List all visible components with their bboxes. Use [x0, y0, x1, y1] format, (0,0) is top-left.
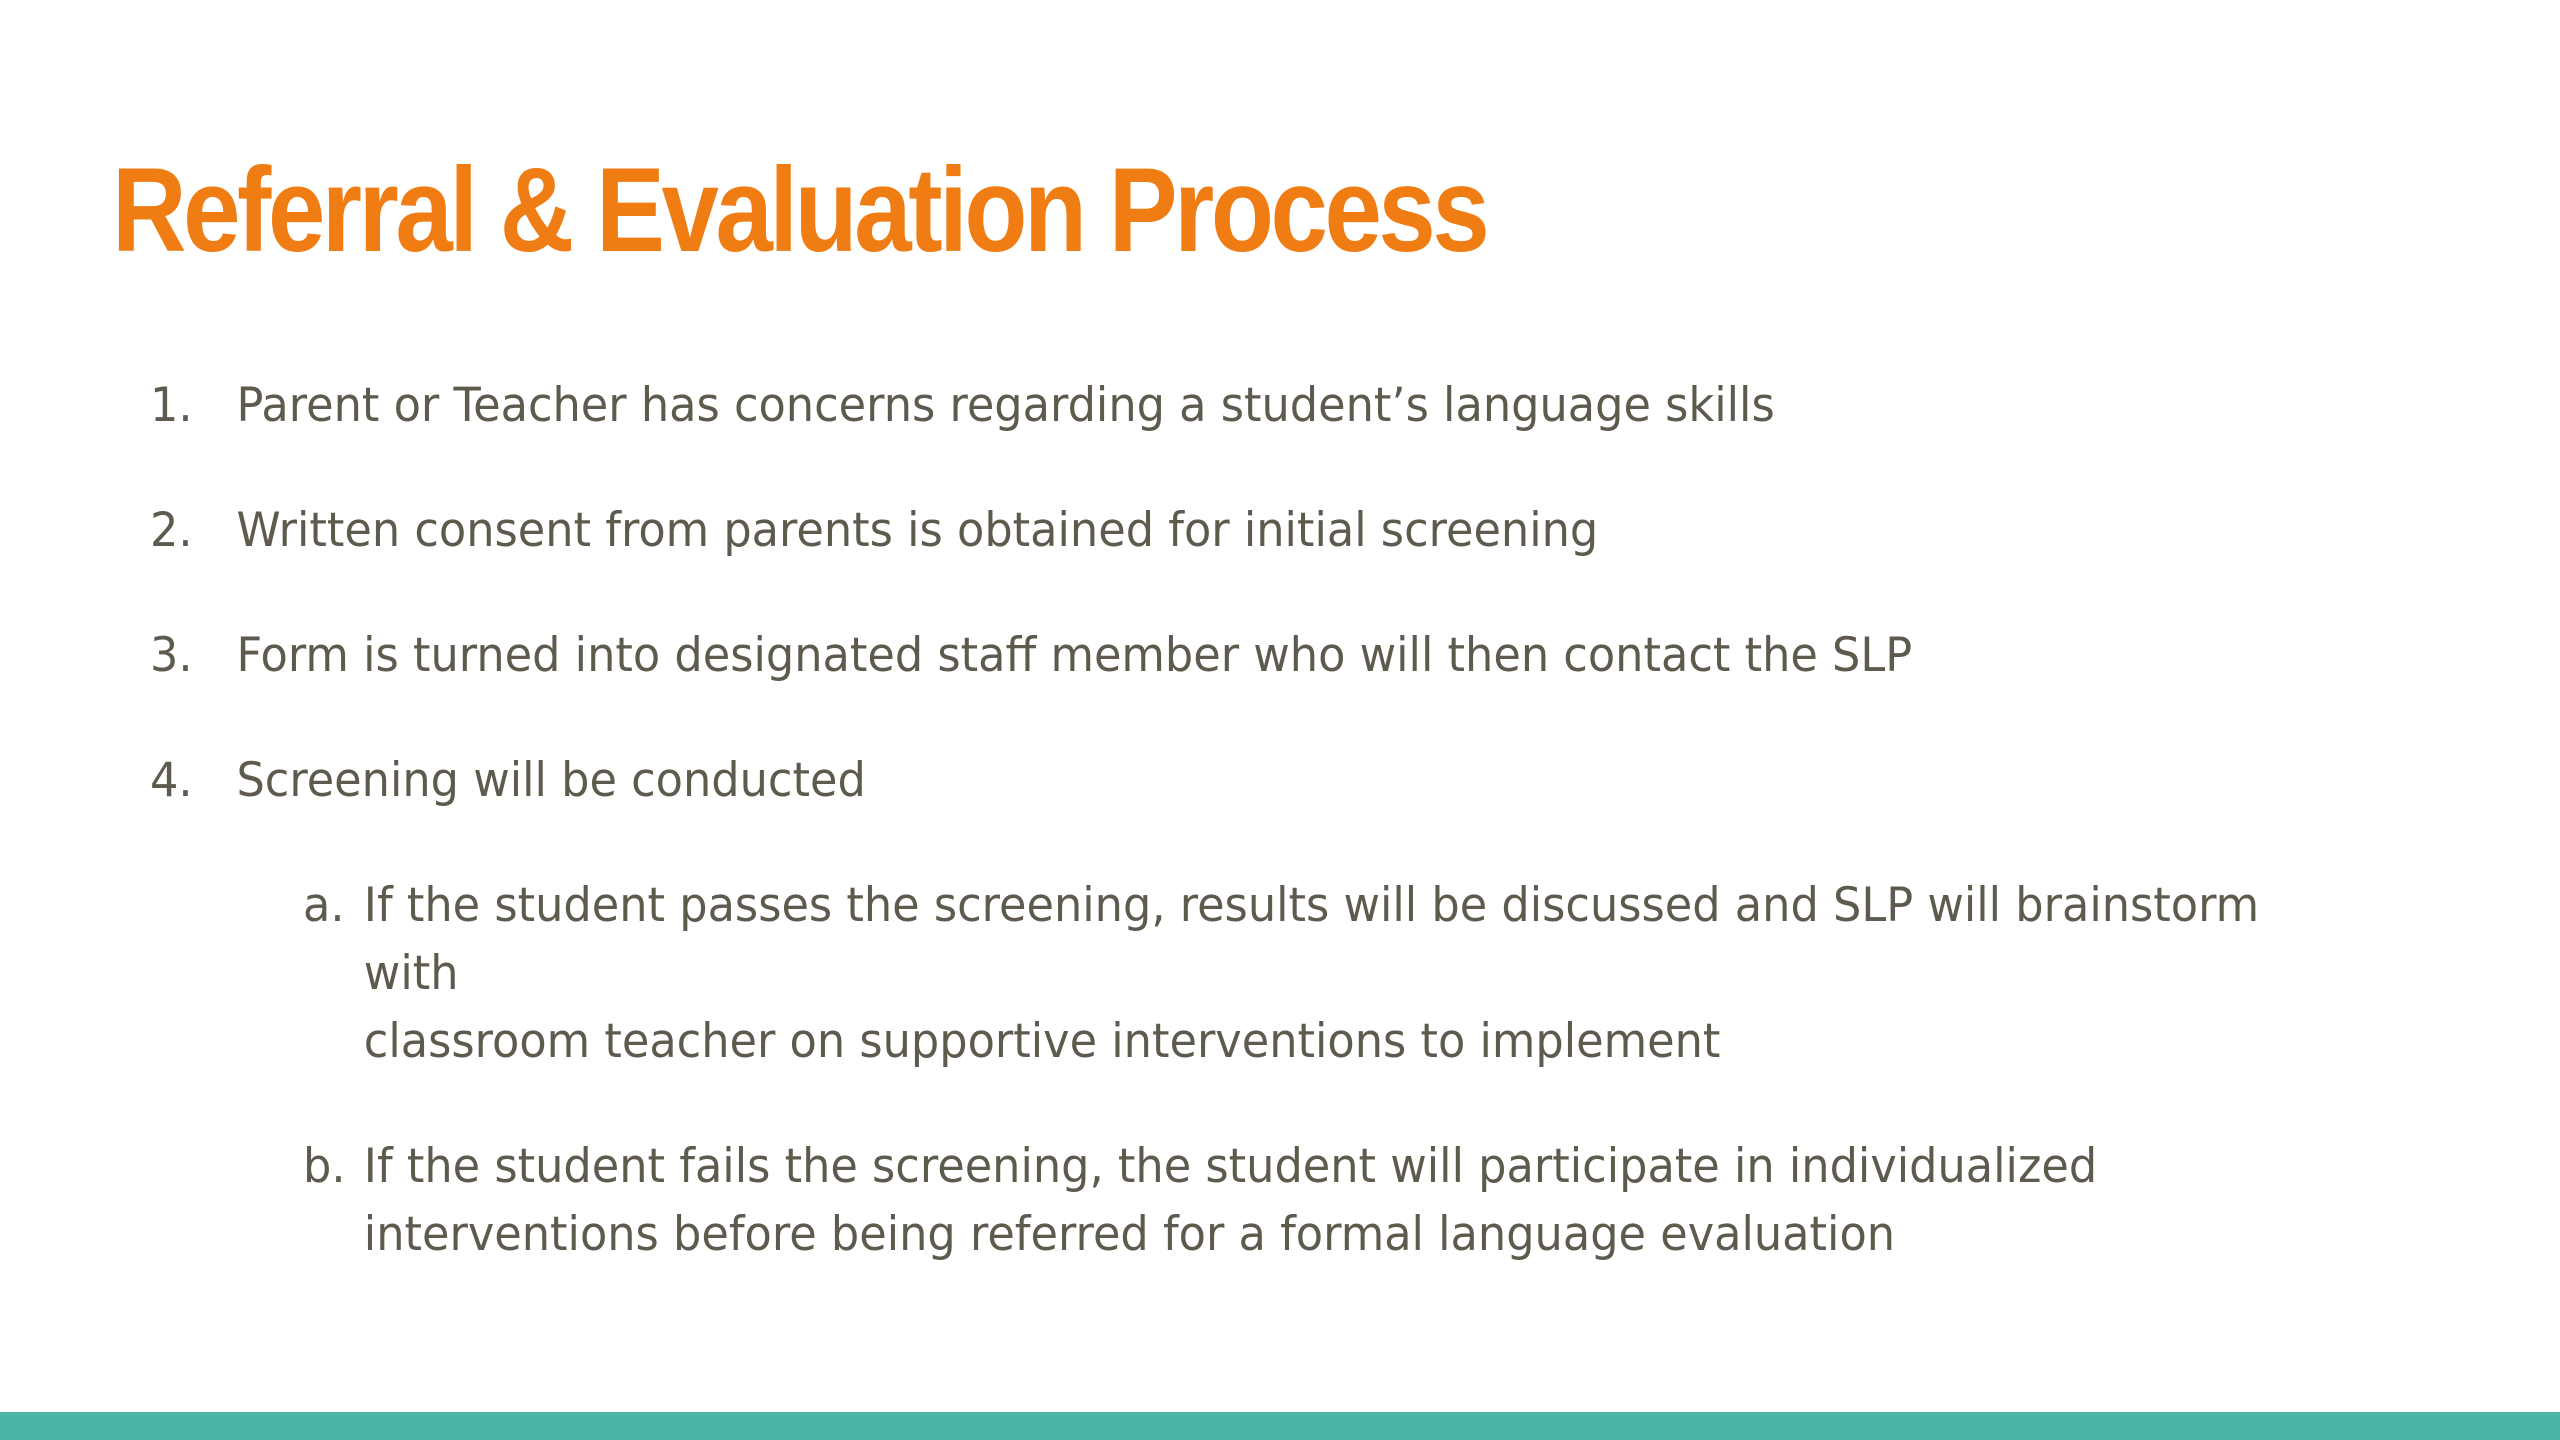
list-item-text: Form is turned into designated staff member who will then contact the SLP — [236, 628, 1913, 683]
sub-list-item-line: classroom teacher on supportive interventions to implement — [363, 1014, 1721, 1069]
list-item — [150, 622, 2335, 690]
list-item-number: 4. — [150, 753, 193, 808]
sub-list-item-text — [364, 872, 2349, 1076]
sub-list-item-line: If the student fails the screening, the student will participate in individualized — [363, 1139, 2098, 1194]
list-item-number: 3. — [150, 628, 193, 683]
list-item-text: Parent or Teacher has concerns regarding a student’s language skills — [236, 378, 1775, 433]
list-item-number: 1. — [150, 378, 193, 433]
bottom-accent-bar — [0, 1412, 2560, 1440]
list-item — [150, 372, 2335, 440]
sub-list-item — [303, 872, 2488, 1076]
list-item-text: Written consent from parents is obtained for initial screening — [236, 503, 1599, 558]
list-item — [150, 747, 2335, 815]
sub-list-item — [303, 1133, 2488, 1269]
list-item — [150, 497, 2335, 565]
slide-title: Referral & Evaluation Process — [112, 143, 1487, 277]
sub-list-item-letter: b. — [303, 1139, 346, 1194]
numbered-list — [150, 372, 2450, 1326]
sub-list-item-letter: a. — [303, 878, 345, 933]
list-item-number: 2. — [150, 503, 193, 558]
sub-list-item-text — [364, 1133, 2349, 1269]
sub-list-item-line: If the student passes the screening, results will be discussed and SLP will brainstorm with — [363, 878, 2260, 1001]
list-item-text: Screening will be conducted — [236, 753, 866, 808]
sub-list-item-line: interventions before being referred for a formal language evaluation — [363, 1207, 1896, 1262]
